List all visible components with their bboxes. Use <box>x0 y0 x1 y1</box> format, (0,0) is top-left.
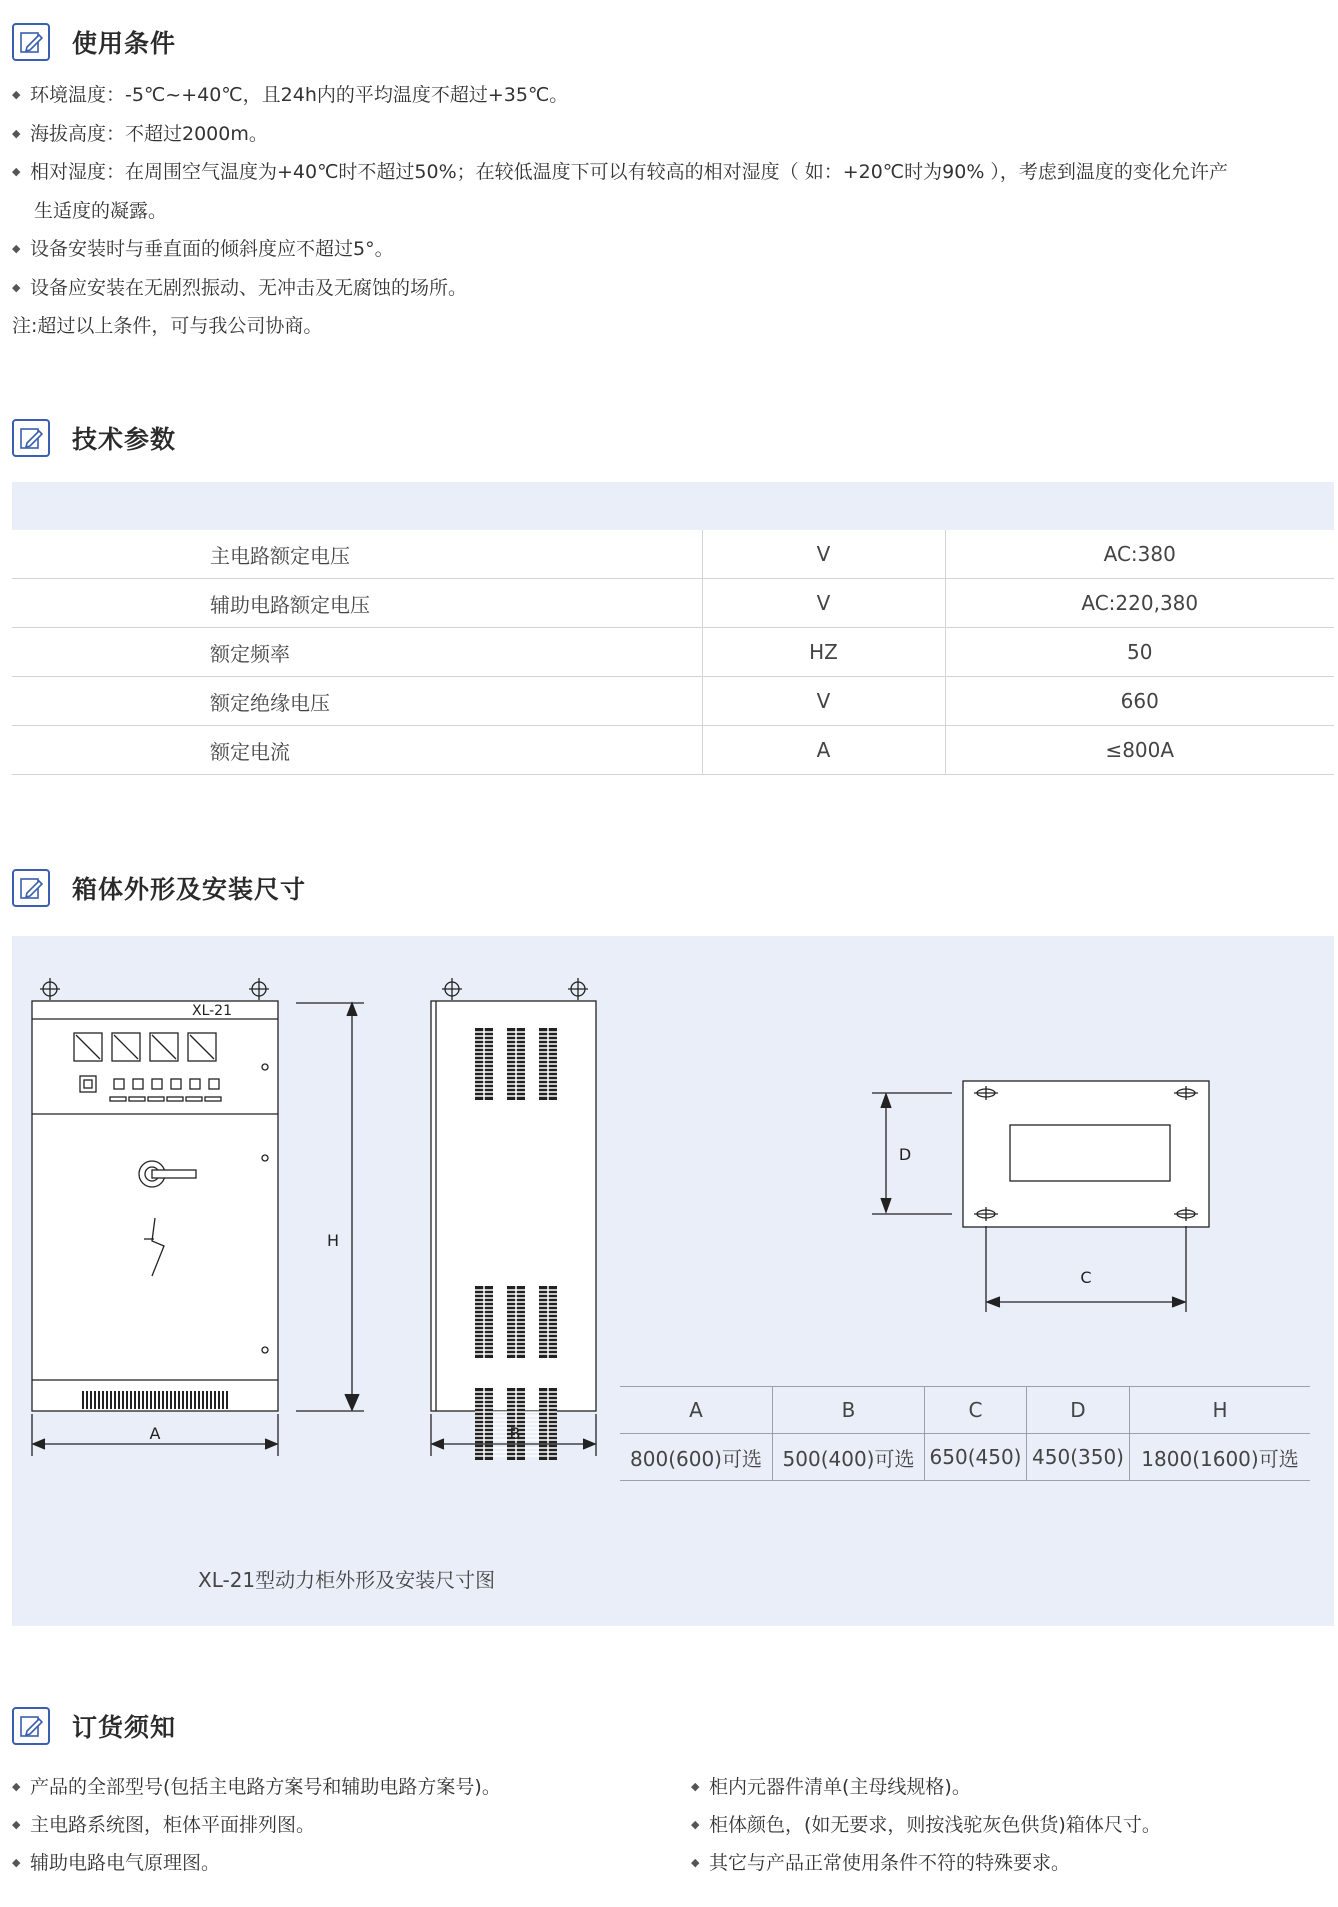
param-value: ≤800A <box>945 726 1334 775</box>
table-row <box>12 677 1334 726</box>
section-title-conditions: 使用条件 <box>72 29 177 58</box>
dims-value: 450(350) <box>1027 1434 1130 1481</box>
table-row <box>620 1434 1310 1481</box>
param-unit: A <box>702 726 945 775</box>
model-label: XL-21 <box>191 1003 233 1019</box>
edit-icon <box>12 419 50 457</box>
order-list-left <box>12 1768 672 1882</box>
section-header-order <box>12 1706 176 1746</box>
order-list-right <box>691 1768 1331 1882</box>
dims-value: 1800(1600)可选 <box>1130 1434 1311 1481</box>
dims-value: 800(600)可选 <box>620 1434 773 1481</box>
dims-header: A <box>620 1387 773 1434</box>
list-item: ◆ 柜体颜色，(如无要求，则按浅驼灰色供货)箱体尺寸。 <box>691 1806 1331 1844</box>
dim-label-c: C <box>1080 1268 1092 1287</box>
table-row <box>620 1387 1310 1434</box>
section-header-dims <box>12 868 306 908</box>
param-unit: V <box>702 677 945 726</box>
dimensions-table <box>620 1386 1310 1481</box>
height-dimension <box>296 1003 364 1411</box>
width-dimension-a <box>32 1414 278 1456</box>
dim-label-h: H <box>326 1231 340 1250</box>
list-item: ◆ 柜内元器件清单(主母线规格)。 <box>691 1768 1331 1806</box>
dims-header: B <box>773 1387 925 1434</box>
params-header-band <box>12 482 1334 530</box>
plan-view <box>963 1081 1209 1227</box>
section-header-params <box>12 418 176 458</box>
dims-header: D <box>1027 1387 1130 1434</box>
list-item: ◆ 海拔高度：不超过2000m。 <box>12 115 1332 154</box>
side-view <box>431 978 596 1460</box>
section-title-dims: 箱体外形及安装尺寸 <box>72 875 307 904</box>
list-item: ◆ 其它与产品正常使用条件不符的特殊要求。 <box>691 1844 1331 1882</box>
edit-icon <box>12 869 50 907</box>
drawing-caption: XL-21型动力柜外形及安装尺寸图 <box>198 1568 496 1592</box>
list-item: ◆ 设备安装时与垂直面的倾斜度应不超过5°。 <box>12 230 1332 269</box>
list-item: ◆ 产品的全部型号(包括主电路方案号和辅助电路方案号)。 <box>12 1768 672 1806</box>
param-value: 660 <box>945 677 1334 726</box>
list-item: ◆ 环境温度：-5℃~+40℃，且24h内的平均温度不超过+35℃。 <box>12 76 1332 115</box>
cabinet-drawing <box>12 936 1334 1626</box>
dim-label-a: A <box>149 1424 161 1443</box>
dim-label-d: D <box>898 1145 912 1164</box>
section-title-order: 订货须知 <box>72 1713 177 1742</box>
list-item: ◆ 主电路系统图，柜体平面排列图。 <box>12 1806 672 1844</box>
front-view <box>32 978 278 1411</box>
param-value: AC:220,380 <box>945 579 1334 628</box>
dimension-drawing-panel <box>12 936 1334 1626</box>
edit-icon <box>12 1707 50 1745</box>
param-value: 50 <box>945 628 1334 677</box>
depth-dimension-d <box>872 1093 952 1214</box>
table-row <box>12 530 1334 579</box>
param-name: 额定绝缘电压 <box>12 677 702 726</box>
conditions-list <box>12 76 1332 346</box>
width-dimension-c <box>986 1226 1186 1312</box>
param-name: 辅助电路额定电压 <box>12 579 702 628</box>
section-title-params: 技术参数 <box>72 425 177 454</box>
list-item: ◆ 辅助电路电气原理图。 <box>12 1844 672 1882</box>
table-row <box>12 726 1334 775</box>
param-name: 额定电流 <box>12 726 702 775</box>
dims-header: H <box>1130 1387 1311 1434</box>
table-row <box>12 579 1334 628</box>
param-value: AC:380 <box>945 530 1334 579</box>
list-item: ◆ 设备应安装在无剧烈振动、无冲击及无腐蚀的场所。 <box>12 269 1332 308</box>
lifting-eye-icon <box>40 978 269 1000</box>
edit-icon <box>12 23 50 61</box>
section-header-conditions <box>12 22 176 62</box>
list-item: ◆ 相对湿度：在周围空气温度为+40℃时不超过50%；在较低温度下可以有较高的相对湿度（ 如：+20℃时为90% ），考虑到温度的变化允许产 <box>12 153 1332 192</box>
param-name: 额定频率 <box>12 628 702 677</box>
param-name: 主电路额定电压 <box>12 530 702 579</box>
table-row <box>12 628 1334 677</box>
lifting-eye-icon <box>442 978 588 1000</box>
conditions-note: 注:超过以上条件，可与我公司协商。 <box>12 315 323 337</box>
dims-header: C <box>925 1387 1027 1434</box>
dims-value: 500(400)可选 <box>773 1434 925 1481</box>
dim-label-b: B <box>509 1424 521 1443</box>
params-table <box>12 530 1334 775</box>
param-unit: V <box>702 530 945 579</box>
dims-value: 650(450) <box>925 1434 1027 1481</box>
param-unit: HZ <box>702 628 945 677</box>
list-item-continuation: 生适度的凝露。 <box>34 199 168 222</box>
param-unit: V <box>702 579 945 628</box>
